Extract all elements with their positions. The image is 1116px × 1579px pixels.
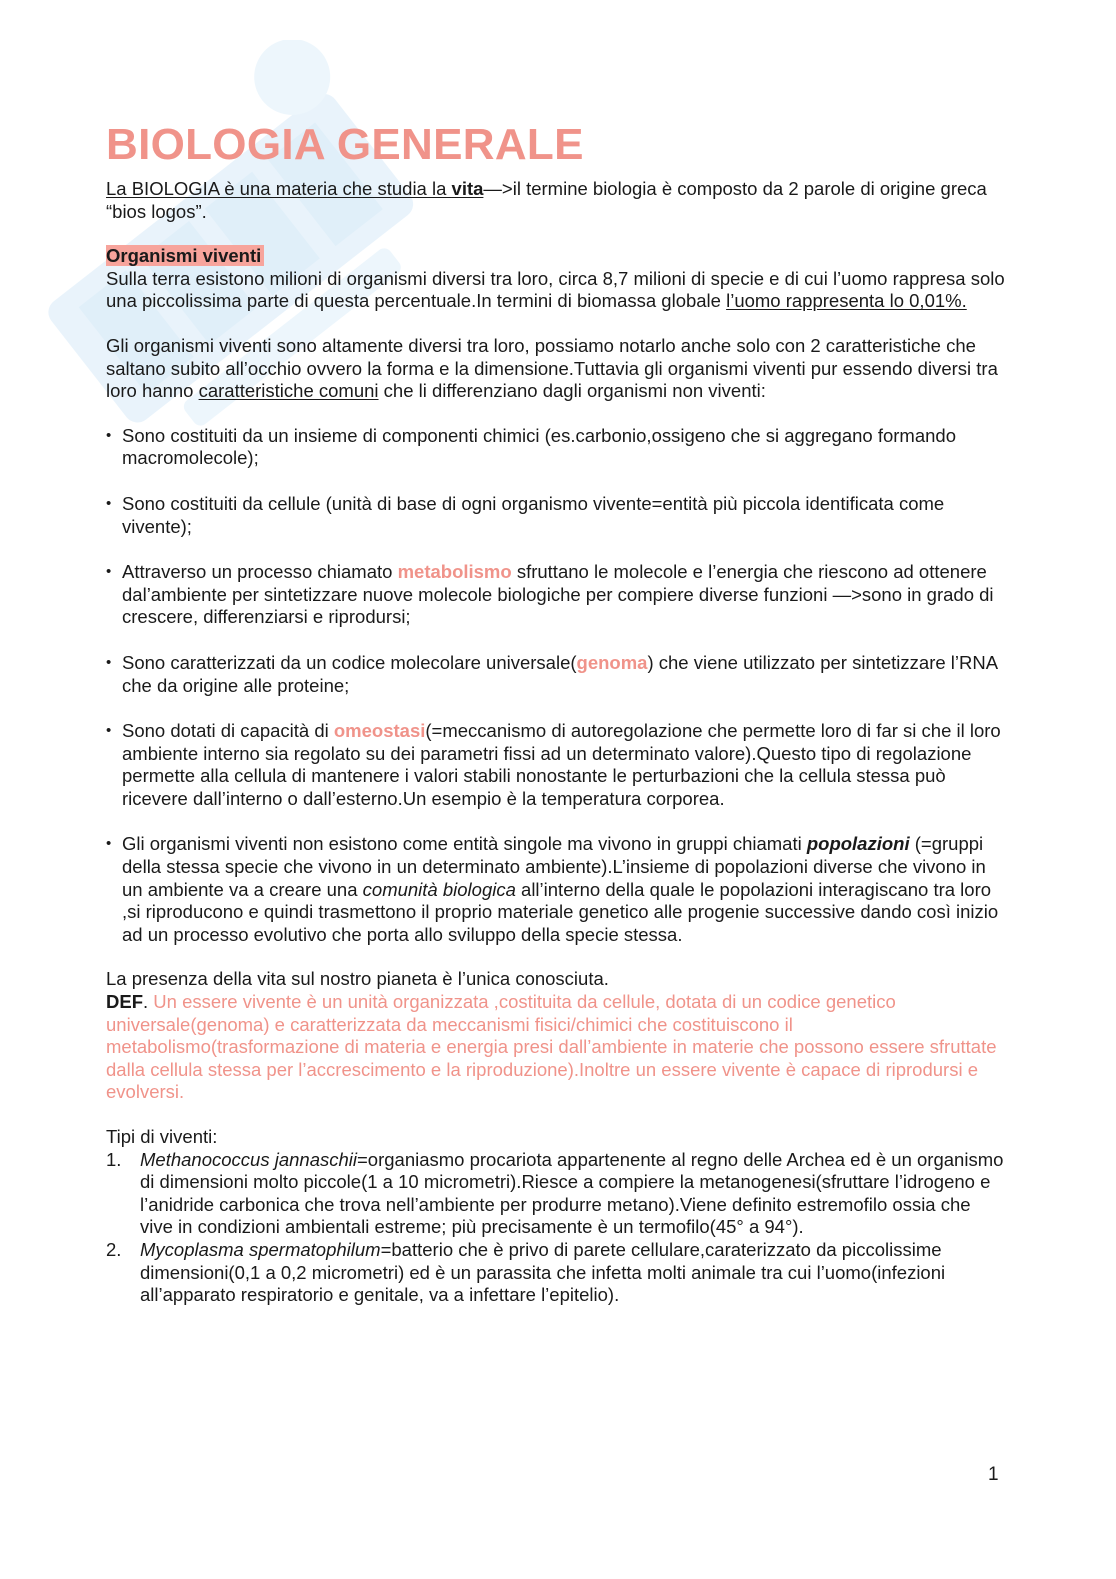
bullet-4-post: ) che viene utilizzato per sintetizzare l’RNA che da origine alle proteine;: [122, 651, 998, 696]
list-item: [106, 833, 1006, 946]
organismi-viventi-heading: Organismi viventi: [106, 245, 264, 266]
item-number: 2.: [106, 1238, 122, 1260]
bullet-3-pre: Attraverso un processo chiamato: [122, 561, 398, 583]
presence-paragraph: La presenza della vita sul nostro pianeta è l’unica conosciuta.: [106, 968, 609, 990]
section-para-2-rest: che li differenziano dagli organismi non viventi:: [378, 380, 766, 402]
bullet-2-text: Sono costituiti da cellule (unità di base di ogni organismo vivente=entità più piccola identificata come vivente);: [122, 492, 945, 537]
bullet-5-pre: Sono dotati di capacità di: [122, 720, 334, 742]
species-description: =batterio che è privo di parete cellulare,caraterizzato da piccolissime dimensioni(0,1 a 0,2 micrometri) ed è un parassita che infetta molti animale tra cui l’uomo(infezioni all’apparato respiratorio e genitale, va a infettare l’epitelio).: [140, 1238, 946, 1306]
list-item: [106, 652, 1006, 697]
section-para-2-text: Gli organismi viventi sono altamente diversi tra loro, possiamo notarlo anche solo con 2 caratteristiche che saltano subito all’occhio ovvero la forma e la dimensione.Tuttavia gli organismi viventi pur essendo diversi tra loro hanno: [106, 334, 998, 402]
types-heading: Tipi di viventi:: [106, 1126, 218, 1147]
section-para-1-underlined: l’uomo rappresenta lo 0,01%.: [726, 290, 967, 312]
species-name: Methanococcus jannaschii: [140, 1148, 357, 1170]
document-title: BIOLOGIA GENERALE: [106, 120, 584, 169]
section-para-1: [106, 268, 1006, 313]
definition-paragraph: [106, 991, 1006, 1104]
intro-paragraph: [106, 178, 1006, 223]
definition-label: DEF: [106, 991, 143, 1013]
intro-underlined-text: La BIOLOGIA è una materia che studia la: [106, 178, 452, 199]
list-item: [106, 493, 1006, 538]
types-list: [106, 1149, 1006, 1307]
intro-rest-text: —>il termine biologia è composto da 2 parole di origine greca “bios logos”.: [106, 178, 987, 222]
bullet-6-post: all’interno della quale le popolazioni interagiscano tra loro ,si riproducono e quindi trasmettono il proprio materiale genetico alle progenie successive dando così inizio ad un processo evolutivo che porta allo sviluppo della specie stessa.: [122, 878, 999, 945]
metabolismo-term: metabolismo: [397, 561, 512, 583]
page-number: 1: [988, 1464, 999, 1485]
list-item: [106, 720, 1006, 810]
list-item: [106, 561, 1006, 629]
characteristics-list: [106, 425, 1006, 947]
comunita-biologica-term: comunità biologica: [362, 878, 516, 900]
section-heading: [106, 245, 1006, 268]
definition-dot: .: [143, 991, 149, 1013]
section-para-1-text: Sulla terra esistono milioni di organismi diversi tra loro, circa 8,7 milioni di specie e di cui l’uomo rappresa solo una piccolissima parte di questa percentuale.In termini di biomassa globale: [106, 267, 1005, 312]
section-para-2: [106, 335, 1006, 403]
omeostasi-term: omeostasi: [333, 720, 426, 742]
section-para-2-underlined: caratteristiche comuni: [198, 380, 379, 402]
list-item: [106, 1239, 1006, 1307]
genoma-term: genoma: [576, 651, 648, 673]
bullet-6-pre: Gli organismi viventi non esistono come entità singole ma vivono in gruppi chiamati: [122, 833, 807, 855]
species-name: Mycoplasma spermatophilum: [140, 1238, 381, 1260]
bullet-4-pre: Sono caratterizzati da un codice molecolare universale(: [122, 651, 577, 673]
bullet-1-text: Sono costituiti da un insieme di componenti chimici (es.carbonio,ossigeno che si aggregano formando macromolecole);: [122, 424, 956, 469]
definition-text: Un essere vivente è un unità organizzata ,costituita da cellule, dotata di un codice genetico universale(genoma) e caratterizzata da meccanismi fisici/chimici che costituiscono il metabolismo(trasformazione di materia e energia presi dall’ambiente in materie che possono essere sfruttate dalla cellula stessa per l’accrescimento e la riproduzione).Inoltre un essere vivente è capace di riprodursi e evolversi.: [106, 991, 997, 1103]
list-item: [106, 425, 1006, 470]
document-content: [106, 120, 1006, 1307]
species-description: =organiasmo procariota appartenente al regno delle Archea ed è un organismo di dimensioni molto piccole(1 a 10 micrometri).Riesce a compiere la metanogenesi(sfruttare l’idrogeno e l’anidride carbonica che trova nell’ambiente per produrre metano).Viene definito estremofilo ossia che vive in condizioni ambientali estreme; più precisamente è un termofilo(45° a 94°).: [140, 1148, 1004, 1238]
popolazioni-term: popolazioni: [806, 833, 910, 855]
bullet-5-post: (=meccanismo di autoregolazione che permette loro di far si che il loro ambiente interno sia regolato su dei parametri fissi ad un determinato valore).Questo tipo di regolazione permette alla cellula di mantenere i valori stabili nonostante le perturbazioni che la cellula stessa può ricevere dall’interno o dall’esterno.Un esempio è la temperatura corporea.: [122, 720, 1001, 809]
bullet-3-post: sfruttano le molecole e l’energia che riescono ad ottenere dal’ambiente per sintetizzare nuove molecole biologiche per compiere diverse funzioni —>sono in grado di crescere, differenziarsi e riprodursi;: [122, 561, 994, 628]
intro-key-term: vita: [451, 178, 484, 199]
bullet-6-mid: (=gruppi della stessa specie che vivono in un determinato ambiente).L’insieme di popolazioni diverse che vivono in un ambiente va a creare una: [122, 833, 986, 900]
list-item: [106, 1149, 1006, 1239]
item-number: 1.: [106, 1148, 122, 1170]
